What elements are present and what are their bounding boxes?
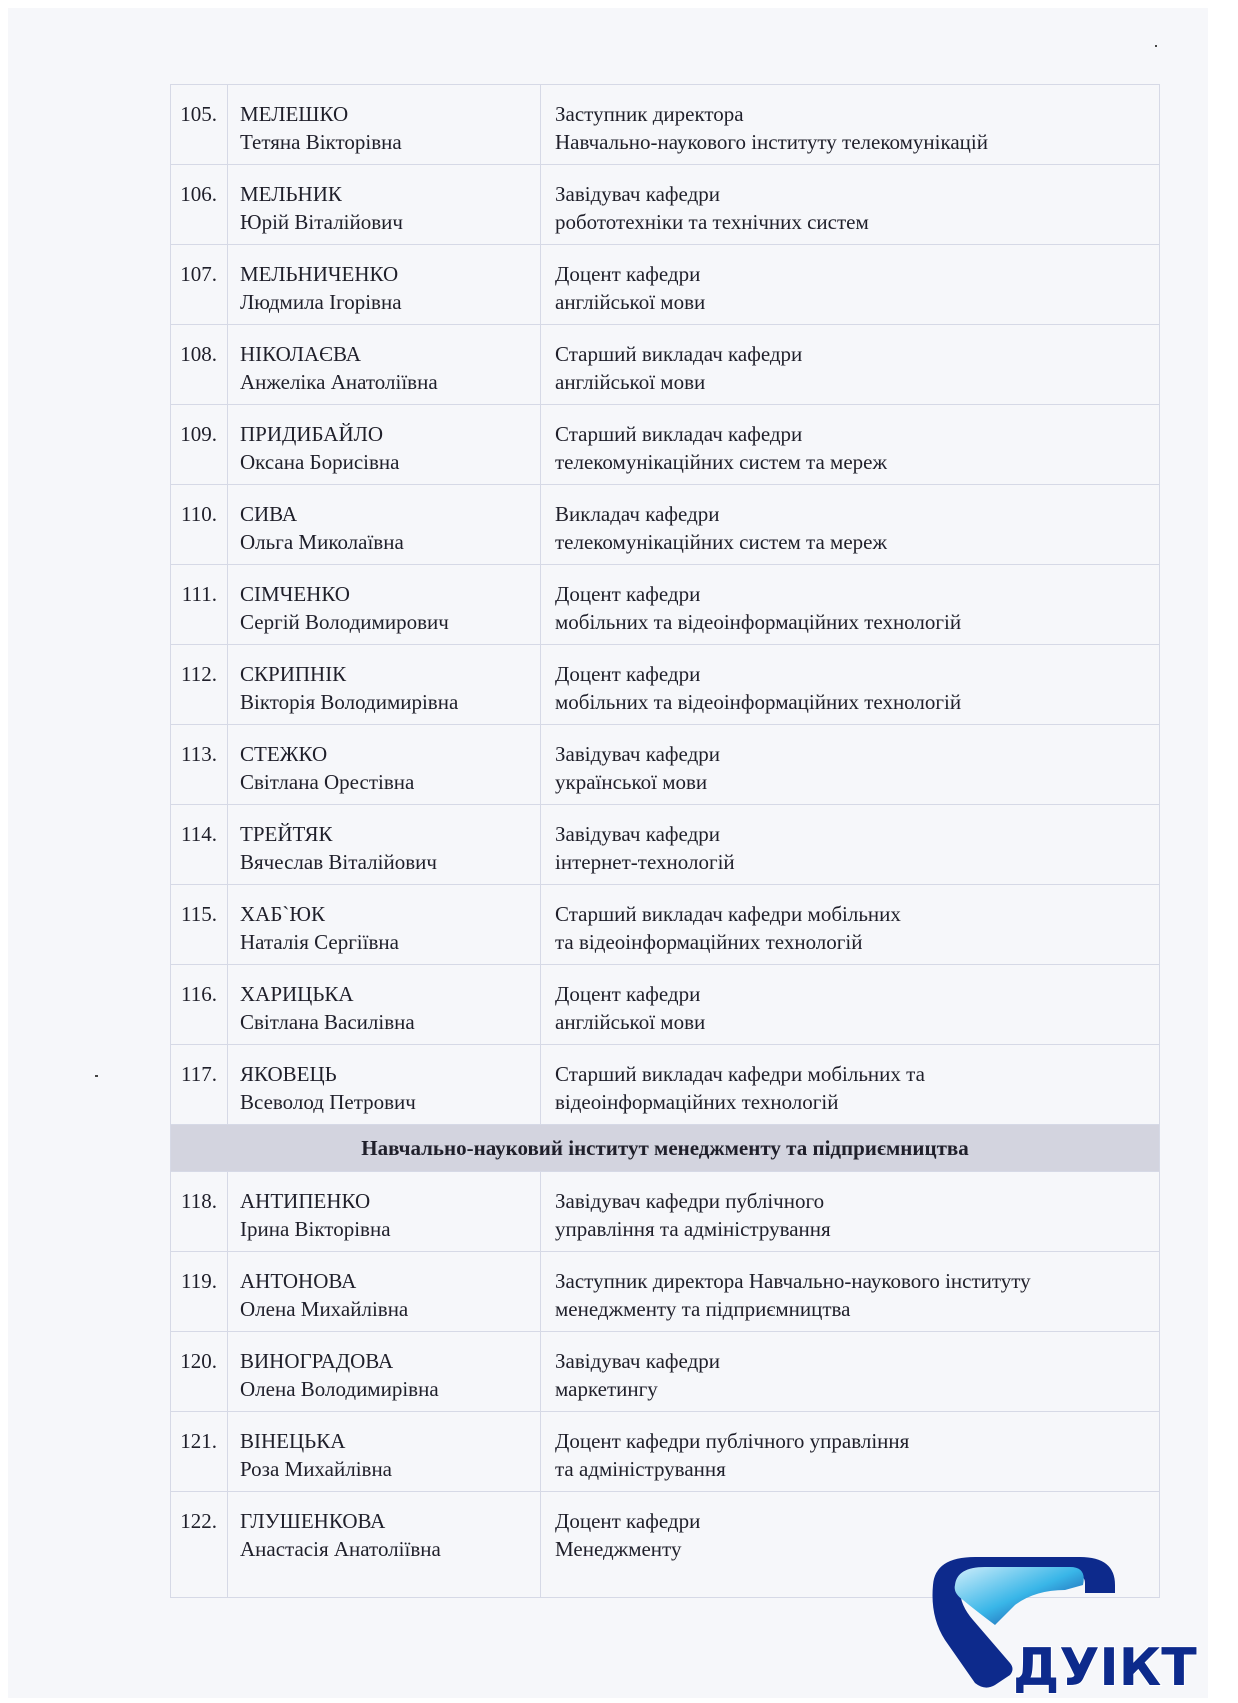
staff-table-body bbox=[171, 85, 1160, 1598]
person-name-cell bbox=[228, 805, 541, 885]
position-cell bbox=[541, 1252, 1160, 1332]
person-name-cell bbox=[228, 165, 541, 245]
position-line: Доцент кафедри bbox=[555, 262, 701, 286]
position-cell bbox=[541, 885, 1160, 965]
position-line: Завідувач кафедри bbox=[555, 742, 720, 766]
given-name: Вікторія Володимирівна bbox=[240, 690, 459, 714]
surname: МЕЛЬНИЧЕНКО bbox=[240, 262, 399, 286]
logo-text: ДУІКТ bbox=[1013, 1638, 1197, 1695]
position-line: Викладач кафедри bbox=[555, 502, 720, 526]
logo-swoosh-highlight bbox=[955, 1567, 1084, 1625]
row-number: 111. bbox=[171, 565, 228, 645]
position-line: Завідувач кафедри bbox=[555, 182, 720, 206]
row-number: 109. bbox=[171, 405, 228, 485]
position-cell bbox=[541, 1332, 1160, 1412]
position-line: відеоінформаційних технологій bbox=[555, 1090, 839, 1114]
position-line: Завідувач кафедри bbox=[555, 1349, 720, 1373]
given-name: Світлана Орестівна bbox=[240, 770, 415, 794]
given-name: Анастасія Анатоліївна bbox=[240, 1537, 441, 1561]
surname: АНТИПЕНКО bbox=[240, 1189, 371, 1213]
position-cell bbox=[541, 725, 1160, 805]
position-line: англійської мови bbox=[555, 290, 706, 314]
row-number: 118. bbox=[171, 1172, 228, 1252]
position-line: української мови bbox=[555, 770, 708, 794]
position-line: управління та адміністрування bbox=[555, 1217, 831, 1241]
person-name-cell bbox=[228, 245, 541, 325]
table-row bbox=[171, 165, 1160, 245]
table-row bbox=[171, 1412, 1160, 1492]
person-name-cell bbox=[228, 325, 541, 405]
person-name-cell bbox=[228, 1172, 541, 1252]
section-header-row bbox=[171, 1125, 1160, 1172]
position-cell bbox=[541, 965, 1160, 1045]
row-number: 115. bbox=[171, 885, 228, 965]
position-cell bbox=[541, 325, 1160, 405]
given-name: Людмила Ігорівна bbox=[240, 290, 402, 314]
position-line: Доцент кафедри bbox=[555, 1509, 701, 1533]
row-number: 119. bbox=[171, 1252, 228, 1332]
surname: СІМЧЕНКО bbox=[240, 582, 350, 606]
position-line: інтернет-технологій bbox=[555, 850, 735, 874]
given-name: Роза Михайлівна bbox=[240, 1457, 393, 1481]
table-row bbox=[171, 1332, 1160, 1412]
position-line: та адміністрування bbox=[555, 1457, 726, 1481]
table-row bbox=[171, 1045, 1160, 1125]
given-name: Світлана Василівна bbox=[240, 1010, 415, 1034]
person-name-cell bbox=[228, 645, 541, 725]
person-name-cell bbox=[228, 1045, 541, 1125]
position-cell bbox=[541, 165, 1160, 245]
surname: МЕЛЕШКО bbox=[240, 102, 349, 126]
surname: АНТОНОВА bbox=[240, 1269, 357, 1293]
person-name-cell bbox=[228, 1332, 541, 1412]
position-line: телекомунікаційних систем та мереж bbox=[555, 530, 888, 554]
row-number: 120. bbox=[171, 1332, 228, 1412]
given-name: Тетяна Вікторівна bbox=[240, 130, 402, 154]
position-line: та відеоінформаційних технологій bbox=[555, 930, 863, 954]
position-line: маркетингу bbox=[555, 1377, 658, 1401]
row-number: 105. bbox=[171, 85, 228, 165]
surname: ХАРИЦЬКА bbox=[240, 982, 354, 1006]
position-cell bbox=[541, 1172, 1160, 1252]
table-row bbox=[171, 245, 1160, 325]
surname: ТРЕЙТЯК bbox=[240, 822, 333, 846]
person-name-cell bbox=[228, 725, 541, 805]
given-name: Наталія Сергіївна bbox=[240, 930, 399, 954]
surname: ЯКОВЕЦЬ bbox=[240, 1062, 337, 1086]
table-row bbox=[171, 725, 1160, 805]
surname: ГЛУШЕНКОВА bbox=[240, 1509, 386, 1533]
given-name: Всеволод Петрович bbox=[240, 1090, 416, 1114]
position-line: Доцент кафедри публічного управління bbox=[555, 1429, 910, 1453]
surname: МЕЛЬНИК bbox=[240, 182, 342, 206]
position-cell bbox=[541, 485, 1160, 565]
table-row bbox=[171, 485, 1160, 565]
given-name: Ірина Вікторівна bbox=[240, 1217, 391, 1241]
person-name-cell bbox=[228, 885, 541, 965]
staff-table bbox=[170, 84, 1160, 1598]
section-title: Навчально-науковий інститут менеджменту та підприємництва bbox=[171, 1125, 1160, 1172]
table-row bbox=[171, 85, 1160, 165]
position-line: Завідувач кафедри bbox=[555, 822, 720, 846]
position-line: мобільних та відеоінформаційних технологій bbox=[555, 690, 962, 714]
position-line: мобільних та відеоінформаційних технологій bbox=[555, 610, 962, 634]
position-line: Завідувач кафедри публічного bbox=[555, 1189, 825, 1213]
row-number: 122. bbox=[171, 1492, 228, 1598]
given-name: Анжеліка Анатоліївна bbox=[240, 370, 438, 394]
position-cell bbox=[541, 805, 1160, 885]
table-row bbox=[171, 1252, 1160, 1332]
person-name-cell bbox=[228, 405, 541, 485]
position-line: англійської мови bbox=[555, 1010, 706, 1034]
position-cell bbox=[541, 85, 1160, 165]
position-cell bbox=[541, 1045, 1160, 1125]
row-number: 116. bbox=[171, 965, 228, 1045]
surname: НІКОЛАЄВА bbox=[240, 342, 361, 366]
position-cell bbox=[541, 565, 1160, 645]
row-number: 106. bbox=[171, 165, 228, 245]
position-cell bbox=[541, 405, 1160, 485]
table-row bbox=[171, 565, 1160, 645]
row-number: 113. bbox=[171, 725, 228, 805]
table-row bbox=[171, 885, 1160, 965]
position-line: Заступник директора bbox=[555, 102, 744, 126]
position-line: Старший викладач кафедри bbox=[555, 342, 803, 366]
table-row bbox=[171, 645, 1160, 725]
surname: ПРИДИБАЙЛО bbox=[240, 422, 384, 446]
surname: СТЕЖКО bbox=[240, 742, 328, 766]
row-number: 108. bbox=[171, 325, 228, 405]
given-name: Сергій Володимирович bbox=[240, 610, 449, 634]
position-line: Доцент кафедри bbox=[555, 582, 701, 606]
position-line: Навчально-наукового інституту телекомунікацій bbox=[555, 130, 988, 154]
table-row bbox=[171, 325, 1160, 405]
row-number: 114. bbox=[171, 805, 228, 885]
person-name-cell bbox=[228, 1252, 541, 1332]
given-name: Юрій Віталійович bbox=[240, 210, 403, 234]
surname: ВІНЕЦЬКА bbox=[240, 1429, 346, 1453]
given-name: Оксана Борисівна bbox=[240, 450, 400, 474]
table-row bbox=[171, 405, 1160, 485]
table-row bbox=[171, 1172, 1160, 1252]
position-line: телекомунікаційних систем та мереж bbox=[555, 450, 888, 474]
position-cell bbox=[541, 245, 1160, 325]
person-name-cell bbox=[228, 965, 541, 1045]
scan-speck bbox=[95, 1075, 98, 1077]
position-line: Доцент кафедри bbox=[555, 662, 701, 686]
position-line: Заступник директора Навчально-наукового інституту bbox=[555, 1269, 1031, 1293]
surname: СКРИПНІК bbox=[240, 662, 347, 686]
row-number: 117. bbox=[171, 1045, 228, 1125]
row-number: 121. bbox=[171, 1412, 228, 1492]
position-line: англійської мови bbox=[555, 370, 706, 394]
position-cell bbox=[541, 1412, 1160, 1492]
person-name-cell bbox=[228, 565, 541, 645]
row-number: 112. bbox=[171, 645, 228, 725]
position-line: Старший викладач кафедри мобільних та bbox=[555, 1062, 925, 1086]
person-name-cell bbox=[228, 1492, 541, 1598]
given-name: Ольга Миколаївна bbox=[240, 530, 404, 554]
position-line: Доцент кафедри bbox=[555, 982, 701, 1006]
surname: СИВА bbox=[240, 502, 298, 526]
position-line: менеджменту та підприємництва bbox=[555, 1297, 851, 1321]
row-number: 107. bbox=[171, 245, 228, 325]
given-name: Олена Михайлівна bbox=[240, 1297, 409, 1321]
given-name: Вячеслав Віталійович bbox=[240, 850, 437, 874]
surname: ХАБ`ЮК bbox=[240, 902, 325, 926]
scan-speck bbox=[1155, 45, 1157, 47]
person-name-cell bbox=[228, 1412, 541, 1492]
person-name-cell bbox=[228, 85, 541, 165]
position-line: Старший викладач кафедри bbox=[555, 422, 803, 446]
table-row bbox=[171, 805, 1160, 885]
given-name: Олена Володимирівна bbox=[240, 1377, 439, 1401]
person-name-cell bbox=[228, 485, 541, 565]
row-number: 110. bbox=[171, 485, 228, 565]
position-line: робототехніки та технічних систем bbox=[555, 210, 869, 234]
duikt-logo-icon bbox=[915, 1545, 1215, 1695]
table-row bbox=[171, 965, 1160, 1045]
position-line: Менеджменту bbox=[555, 1537, 682, 1561]
surname: ВИНОГРАДОВА bbox=[240, 1349, 394, 1373]
position-line: Старший викладач кафедри мобільних bbox=[555, 902, 901, 926]
position-cell bbox=[541, 645, 1160, 725]
